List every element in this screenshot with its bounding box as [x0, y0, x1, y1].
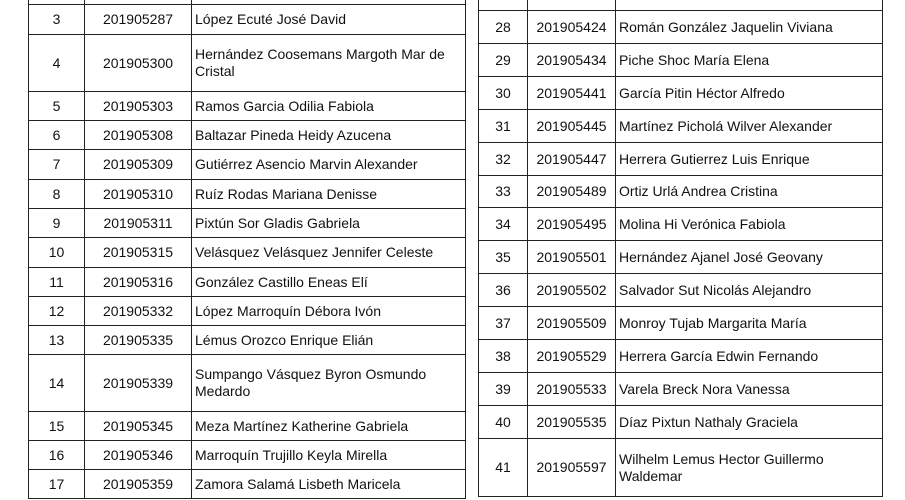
table-row	[29, 441, 466, 470]
row-number: 13	[29, 326, 85, 355]
student-name: Wilhelm Lemus Hector Guillermo Waldemar	[616, 439, 883, 497]
student-name: López Marroquín Débora Ivón	[192, 297, 466, 326]
table-row	[479, 44, 883, 77]
student-id: 201905529	[528, 340, 616, 373]
student-name: Román González Jaquelin Viviana	[616, 11, 883, 44]
row-number: 39	[479, 373, 528, 406]
table-row	[479, 11, 883, 44]
student-id: 201905359	[85, 470, 192, 499]
student-id: 201905303	[85, 92, 192, 121]
student-id: 201905339	[85, 355, 192, 412]
row-number: 34	[479, 208, 528, 241]
row-number: 30	[479, 77, 528, 110]
cut-off-row-cell	[616, 0, 883, 11]
student-name: Díaz Pixtun Nathaly Graciela	[616, 406, 883, 439]
table-row	[479, 340, 883, 373]
student-name: Marroquín Trujillo Keyla Mirella	[192, 441, 466, 470]
row-number: 9	[29, 209, 85, 238]
student-name: Varela Breck Nora Vanessa	[616, 373, 883, 406]
student-id: 201905345	[85, 412, 192, 441]
row-number: 29	[479, 44, 528, 77]
row-number: 38	[479, 340, 528, 373]
student-name: Hernández Ajanel José Geovany	[616, 241, 883, 274]
student-id: 201905308	[85, 121, 192, 150]
student-name: Piche Shoc María Elena	[616, 44, 883, 77]
table-row	[29, 355, 466, 412]
row-number: 35	[479, 241, 528, 274]
student-name: Herrera García Edwin Fernando	[616, 340, 883, 373]
student-name: Salvador Sut Nicolás Alejandro	[616, 274, 883, 307]
table-row	[29, 121, 466, 150]
row-number: 15	[29, 412, 85, 441]
student-name: Ortiz Urlá Andrea Cristina	[616, 176, 883, 208]
row-number: 5	[29, 92, 85, 121]
table-row	[479, 373, 883, 406]
student-id: 201905502	[528, 274, 616, 307]
student-name: Molina Hi Verónica Fabiola	[616, 208, 883, 241]
student-name: Hernández Coosemans Margoth Mar de Cristal	[192, 35, 466, 92]
table-row	[29, 5, 466, 35]
row-number: 36	[479, 274, 528, 307]
table-row	[479, 110, 883, 143]
student-id: 201905316	[85, 268, 192, 297]
student-id: 201905300	[85, 35, 192, 92]
table-row	[479, 77, 883, 110]
right-roster-table	[478, 0, 883, 497]
student-id: 201905495	[528, 208, 616, 241]
student-id: 201905310	[85, 180, 192, 209]
row-number: 4	[29, 35, 85, 92]
row-number: 6	[29, 121, 85, 150]
row-number: 28	[479, 11, 528, 44]
left-roster-table	[28, 0, 466, 499]
student-name: Ruíz Rodas Mariana Denisse	[192, 180, 466, 209]
table-row	[29, 209, 466, 238]
table-row	[29, 180, 466, 209]
row-number: 14	[29, 355, 85, 412]
table-row	[479, 208, 883, 241]
row-number: 17	[29, 470, 85, 499]
student-id: 201905424	[528, 11, 616, 44]
row-number: 12	[29, 297, 85, 326]
student-name: Herrera Gutierrez Luis Enrique	[616, 143, 883, 176]
table-row	[29, 297, 466, 326]
table-row	[29, 150, 466, 180]
table-row	[29, 268, 466, 297]
cut-off-row-cell	[528, 0, 616, 11]
table-row	[479, 0, 883, 11]
row-number: 16	[29, 441, 85, 470]
student-name: González Castillo Eneas Elí	[192, 268, 466, 297]
student-name: Ramos Garcia Odilia Fabiola	[192, 92, 466, 121]
student-id: 201905335	[85, 326, 192, 355]
row-number: 8	[29, 180, 85, 209]
table-row	[479, 439, 883, 497]
table-row	[479, 241, 883, 274]
row-number: 41	[479, 439, 528, 497]
student-name: Sumpango Vásquez Byron Osmundo Medardo	[192, 355, 466, 412]
student-id: 201905309	[85, 150, 192, 180]
student-name: López Ecuté José David	[192, 5, 466, 35]
student-id: 201905434	[528, 44, 616, 77]
table-row	[479, 307, 883, 340]
student-id: 201905489	[528, 176, 616, 208]
student-id: 201905533	[528, 373, 616, 406]
row-number: 32	[479, 143, 528, 176]
table-row	[29, 35, 466, 92]
table-row	[29, 92, 466, 121]
row-number: 31	[479, 110, 528, 143]
row-number: 33	[479, 176, 528, 208]
table-row	[479, 274, 883, 307]
student-id: 201905332	[85, 297, 192, 326]
row-number: 37	[479, 307, 528, 340]
student-name: Baltazar Pineda Heidy Azucena	[192, 121, 466, 150]
student-id: 201905447	[528, 143, 616, 176]
table-row	[479, 143, 883, 176]
student-name: Meza Martínez Katherine Gabriela	[192, 412, 466, 441]
student-id: 201905597	[528, 439, 616, 497]
student-name: Pixtún Sor Gladis Gabriela	[192, 209, 466, 238]
row-number: 10	[29, 238, 85, 268]
student-name: Lémus Orozco Enrique Elián	[192, 326, 466, 355]
student-id: 201905509	[528, 307, 616, 340]
student-name: Gutiérrez Asencio Marvin Alexander	[192, 150, 466, 180]
student-name: García Pitin Héctor Alfredo	[616, 77, 883, 110]
student-name: Velásquez Velásquez Jennifer Celeste	[192, 238, 466, 268]
student-name: Zamora Salamá Lisbeth Maricela	[192, 470, 466, 499]
table-row	[29, 238, 466, 268]
cut-off-row-cell	[479, 0, 528, 11]
student-id: 201905311	[85, 209, 192, 238]
student-id: 201905287	[85, 5, 192, 35]
student-id: 201905535	[528, 406, 616, 439]
row-number: 3	[29, 5, 85, 35]
row-number: 7	[29, 150, 85, 180]
student-id: 201905445	[528, 110, 616, 143]
table-row	[479, 406, 883, 439]
student-name: Monroy Tujab Margarita María	[616, 307, 883, 340]
table-row	[29, 470, 466, 499]
table-row	[29, 326, 466, 355]
table-row	[29, 412, 466, 441]
row-number: 11	[29, 268, 85, 297]
student-id: 201905441	[528, 77, 616, 110]
row-number: 40	[479, 406, 528, 439]
student-id: 201905346	[85, 441, 192, 470]
student-id: 201905501	[528, 241, 616, 274]
student-name: Martínez Picholá Wilver Alexander	[616, 110, 883, 143]
student-id: 201905315	[85, 238, 192, 268]
table-row	[479, 176, 883, 208]
